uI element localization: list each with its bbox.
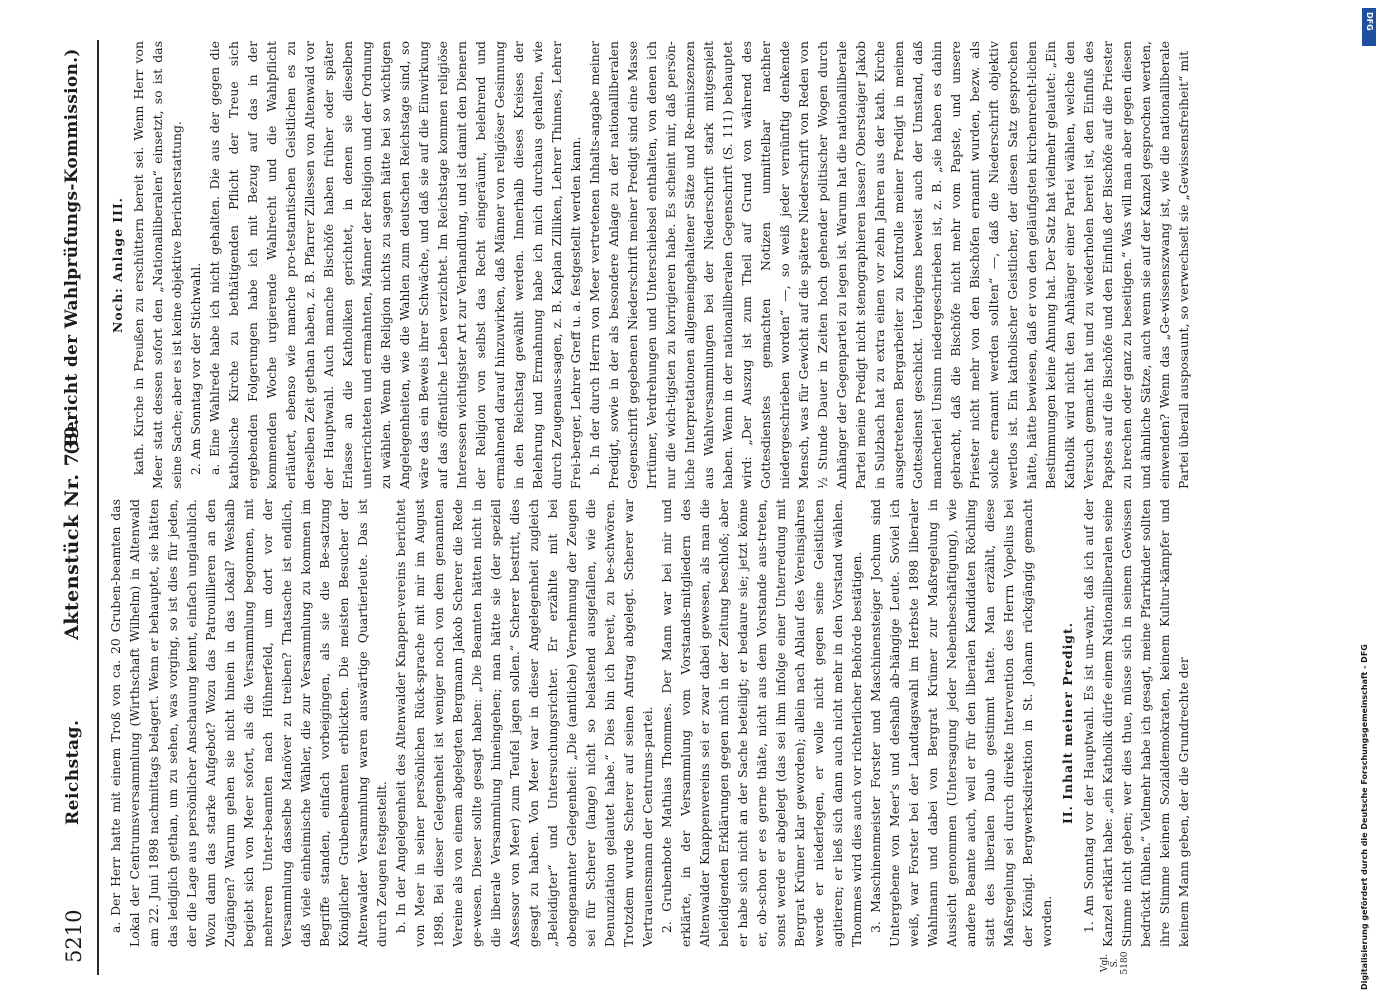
digitization-credit: Digitalisierung gefördert durch die Deutsche Forschungsgemeinschaft - DFG [1360, 644, 1369, 990]
dfg-logo-text: DFG [1365, 12, 1374, 31]
paragraph: b. In der durch Herrn von Meer vertretenen Inhalts-angabe meiner Predigt, sowie in der als besondere Anlage zu der nationalliberalen Gegenschrift gegebenen Niederschrift meiner Predigt sind eine Masse Irrtümer, Verdrehungen und Unterschiebsel enthalten, von denen ich nur die wich-tigsten zu korrigieren habe. Es scheint mir, daß persön-liche Interpretationen allgemeingehaltener Sätze und Re-miniszenzen aus Wahlversammlungen bei der Niederschrift stark mitgespielt haben. Wenn in der nationalliberalen Gegenschrift (S. 111) behauptet wird: „Der Auszug ist zum Theil auf Grund von während des Gottesdienstes gemachten Notizen unmittelbar nachher niedergeschrieben worden“ —, so weiß jeder vernünftig denkende Mensch, was für Gewicht auf die spätere Niederschrift von Reden von ½ Stunde Dauer in Zeiten hoch gehender politischer Wogen durch Anhänger der Gegenpartei zu legen ist. Warum hat die nationalliberale Partei meine Predigt nicht stenographieren lassen? Oberstaiger Jakob in Sulzbach hat zu extra einen vor zehn Jahren aus der kath. Kirche ausgetretenen Bergarbeiter zu Kontrolle meiner Predigt in meinen Gottesdienst geschickt. Uebrigens beweist auch der Umstand, daß mancherlei Unsinn niedergeschrieben ist, z. B. „sie haben es dahin gebracht, daß die Bischöfe nicht mehr vom Papste, und unsere Priester nicht mehr von den Bischöfen ernannt wurden, bezw. als solche ernannt werden sollten“ —, daß die Niederschrift objektiv wertlos ist. Ein katholischer Geistlicher, der diesen Satz gesprochen hätte, hätte bewiesen, daß er von den geläufigsten kirchenrecht-lichen Bestimmungen keine Ahnung hat. Der Satz hat vielmehr gelautet: „Ein Katholik wird nicht den Anhänger einer Partei wählen, welche den Versuch gemacht hat und zu wiederholen bereit ist, den Einfluß des Papstes auf die Bischöfe und den Einfluß der Bischöfe auf die Priester zu brechen oder ganz zu beseitigen.“ Was will man aber gegen diesen und ähnliche Sätze, auch wenn sie auf der Kanzel gesprochen werden, einwenden? Wenn das „Ge-wissenszwang ist, wie die nationalliberale Partei überall ausposaunt, so verwechselt sie „Gewissensfreiheit“ mit [587, 41, 1191, 489]
dfg-logo [1362, 8, 1376, 46]
page-header [50, 40, 94, 975]
section-heading: II. Inhalt meiner Predigt. [1060, 621, 1075, 825]
paragraph: b. In der Angelegenheit des Altenwalder Knappen-vereins berichtet von Meer in seiner persönlichen Rück-sprache mit mir im August 1898. Bei dieser Gelegenheit ist weniger noch von dem genannten Vereine als von einem abgelegten Bergmann Jakob Scherer die Rede ge-wesen. Dieser sollte gesagt haben: „Die Beamten hätten nicht in die liberale Versammlung hineingehen; man hätte sie (der speziell Assessor von Meer) zum Teufel jagen sollen.“ Scherer bestritt, dies gesagt zu haben. Von Meer war in dieser Angelegenheit zugleich „Beleidigter“ und Untersuchungsrichter. Er erzählte mit bei obengenannter Gelegenheit: „Die (amtliche) Vernehmung der Zeugen sei für Scherer (lange) nicht so belastend ausgefallen, wie die Denunziation gelautet habe.“ Dies bin ich bereit, zu be-schwören. Trotzdem wurde Scherer auf seinen Antrag abgelegt. Scherer war Vertrauensmann der Centrums-partei. [393, 499, 655, 947]
document-page [50, 40, 1375, 975]
continuation-heading: Noch: Anlage III. [110, 197, 125, 333]
header-rule [97, 40, 99, 975]
right-column [106, 41, 1193, 489]
left-column [106, 499, 1193, 947]
header-right-title: (Bericht der Wahlprüfungs-Kommission.) [62, 48, 82, 455]
page-number: 5210 [62, 909, 86, 963]
paragraph: 1. Am Sonntag vor der Hauptwahl. Es ist un-wahr, daß ich auf der Kanzel erklärt habe: „ein Katholik dürfe einem Nationalliberalen seine Stimme nicht geben; wer dies thue, müsse sich in seinem Gewissen bedrückt fühlen.“ Vielmehr habe ich gesagt, meine Pfarrkinder sollten ihre Stimme keinem Sozialdemokraten, keinem Kultur-kämpfer und keinem Mann geben, der die Grundrechte der [1081, 499, 1191, 947]
paragraph: a. Eine Wahlrede habe ich nicht gehalten. Die aus der gegen die katholische Kirche zu bethätigenden Pflicht der Treue sich ergebenden Folgerungen habe ich mit Bezug auf das in der kommenden Woche urgierende Wahlrecht und die Wahlpflicht erläutert, ebenso wie manche pro-testantischen Geistlichen es zu derselben Zeit gethan haben, z. B. Pfarrer Zillessen von Altenwald vor der Hauptwahl. Auch manche Bischöfe haben früher oder später Erlasse an die Katholiken gerichtet, in denen sie dieselben unterrichteten und ermahnten, Männer der Religion und der Ordnung zu wählen. Wenn die Religion nichts zu sagen hätte bei so wichtigen Angelegenheiten, wie die Wahlen zum deutschen Reichstage sind, so wäre das ein Beweis ihrer Schwäche, und daß sie auf die Einwirkung auf das öffentliche Leben verzichtet. Im Reichstage kommen religiöse Interessen wichtigster Art zur Verhandlung, und ist damit den Dienern der Religion von selbst das Recht eingeräumt, belehrend und ermahnend darauf hinzuwirken, daß Männer von religiöser Gesinnung in den Reichstag gewählt werden. Innerhalb dieses Kreises der Belehrung und Ermahnung habe ich mich durchaus gehalten, wie durch Zeugenaus-sagen, z. B. Kaplan Zilliken, Lehrer Thinnes, Lehrer Frei-berger, Lehrer Greff u. a. festgestellt werden kann. [207, 41, 583, 489]
header-center-title: Aktenstück Nr. 739. [61, 418, 83, 640]
paragraph: 2. Am Sonntag vor der Stichwahl. [188, 262, 203, 475]
paragraph: 3. Maschinenmeister Forster und Maschinensteiger Jochum sind Untergebene von Meer's und deshalb ab-hängige Leute. Soviel ich weiß, war Forster bei der Landtagswahl im Herbste 1898 liberaler Wahlmann und dabei von Bergrat Krümer zur Maßregelung in Aussicht genommen (Untersagung jeder Nebenbeschäftigung), wie andere Beamte auch, weil er für den liberalen Kandidaten Röchling statt des liberalen Daub gestimmt hatte. Man erzählt, diese Maßregelung sei durch direkte Intervention des Herrn Vopelius bei der Königl. Bergwerksdirektion in St. Johann rückgängig gemacht worden. [868, 499, 1054, 947]
paragraph: 2. Grubenbote Mathias Thommes. Der Mann war bei mir und erklärte, in der Versammlung vom Vorstands-mitgliedern des Altenwalder Knappenvereins sei er zwar dabei gewesen, als man die beleidigenden Erklärungen gegen mich in der Zeitung beschloß; aber er habe sich nicht an der Sache beteiligt; er bedaure sie; jetzt könne er, ob-schon er es gerne thäte, nicht aus dem Vorstande aus-treten, sonst werde er abgelegt (das sei ihm infolge einer Unterredung mit Bergrat Krümer klar geworden); allein nach Ablauf des Vereinsjahres werde er niederlegen, er wolle nicht gegen seine Geistlichen agitieren; er ließ sich dann auch nicht mehr in den Vorstand wählen. Thommes wird dies auch vor richterlicher Behörde bestätigen. [659, 499, 864, 947]
margin-note: Vgl. S. 5180 [1100, 951, 1130, 975]
header-left-title: Reichstag. [63, 719, 83, 825]
paragraph: kath. Kirche in Preußen zu erschüttern bereit sei. Wenn Herr von Meer statt dessen sofort den „Nationalliberalen“ einsetzt, so ist das seine Sache; aber es ist keine objektive Berichterstattung. [131, 41, 184, 489]
paragraph: a. Der Herr hatte mit einem Troß von ca. 20 Gruben-beamten das Lokal der Centrumsversammlung (Wirthschaft Wilhelm) in Altenwald am 22. Juni 1898 nachmittags belagert. Wenn er behauptet, sie hätten das lediglich gethan, um zu sehen, was vorging, so ist dies für jeden, der die Lage aus persönlicher Anschauung kennt, einfach unglaublich. Wozu dann das starke Aufgebot? Wozu das Patrouillieren an den Zugängen? Warum gehen sie nicht hinein in das Lokal? Weshalb begiebt sich von Meer sofort, als die Versammlung begonnen, mit mehreren Unter-beamten nach Hühnerfeld, um dort vor der Versammlung dasselbe Manöver zu treiben? Thatsache ist endlich, daß viele einheimische Wähler, die zur Versammlung zu kommen im Begriffe standen, einfach vorbeigingen, als sie die Be-satzung Königlicher Grubenbeamten erblickten. Die meisten Besucher der Altenwalder Versammlung waren auswärtige Quartierleute. Das ist durch Zeugen festgestellt. [108, 499, 389, 947]
